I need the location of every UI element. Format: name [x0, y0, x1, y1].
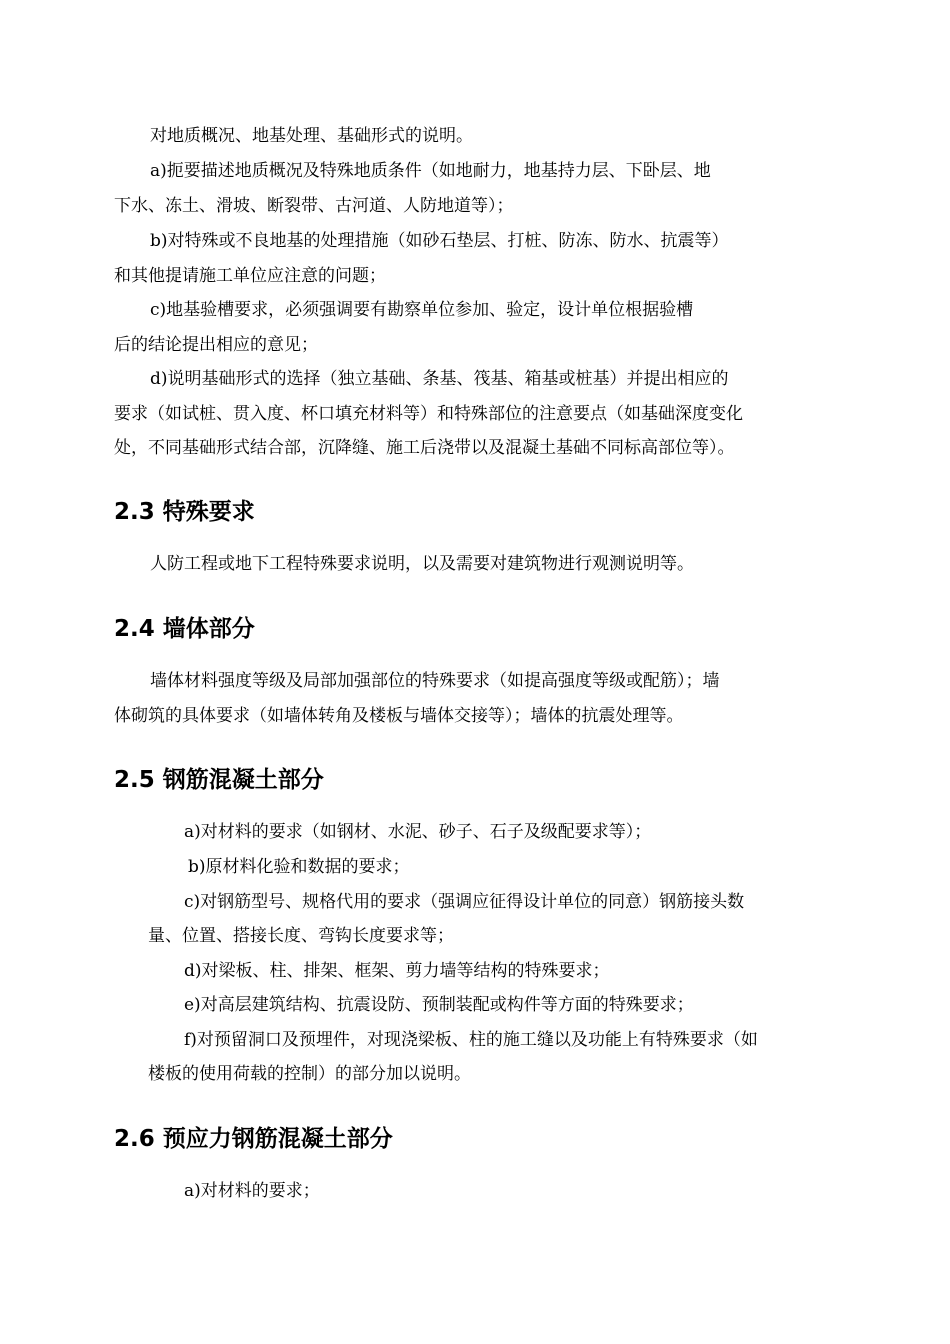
intro-item-d-line2: 要求（如试桩、贯入度、杯口填充材料等）和特殊部位的注意要点（如基础深度变化: [114, 404, 743, 424]
s25-item-e: e)对高层建筑结构、抗震设防、预制装配或构件等方面的特殊要求；: [184, 995, 694, 1015]
s26-item-a: a)对材料的要求；: [184, 1181, 320, 1201]
s25-item-a: a)对材料的要求（如钢材、水泥、砂子、石子及级配要求等）；: [184, 822, 652, 842]
s25-item-b: b)原材料化验和数据的要求；: [188, 857, 410, 877]
s24-paragraph-line2: 体砌筑的具体要求（如墙体转角及楼板与墙体交接等）；墙体的抗震处理等。: [114, 706, 684, 726]
intro-item-a-line2: 下水、冻土、滑坡、断裂带、古河道、人防地道等）；: [114, 196, 514, 216]
intro-item-d-line1: d)说明基础形式的选择（独立基础、条基、筏基、箱基或桩基）并提出相应的: [150, 369, 729, 389]
section-title: 墙体部分: [162, 616, 255, 642]
s25-item-d: d)对梁板、柱、排架、框架、剪力墙等结构的特殊要求；: [184, 961, 610, 981]
intro-item-b-line2: 和其他提请施工单位应注意的问题；: [114, 266, 386, 286]
s23-paragraph: 人防工程或地下工程特殊要求说明，以及需要对建筑物进行观测说明等。: [150, 554, 694, 574]
section-title: 特殊要求: [162, 499, 255, 525]
intro-paragraph: 对地质概况、地基处理、基础形式的说明。: [150, 126, 473, 146]
section-number: 2.4: [114, 616, 155, 642]
section-heading-2-6: [114, 1124, 393, 1154]
section-title: 预应力钢筋混凝土部分: [162, 1126, 393, 1152]
s25-item-f-line2: 楼板的使用荷载的控制）的部分加以说明。: [148, 1064, 471, 1084]
section-heading-2-3: [114, 497, 255, 527]
intro-item-d-line3: 处，不同基础形式结合部，沉降缝、施工后浇带以及混凝土基础不同标高部位等）。: [114, 438, 735, 458]
section-number: 2.3: [114, 499, 155, 525]
section-number: 2.5: [114, 767, 155, 793]
s24-paragraph-line1: 墙体材料强度等级及局部加强部位的特殊要求（如提高强度等级或配筋）；墙: [150, 671, 720, 691]
section-title: 钢筋混凝土部分: [162, 767, 324, 793]
intro-item-b-line1: b)对特殊或不良地基的处理措施（如砂石垫层、打桩、防冻、防水、抗震等）: [150, 231, 729, 251]
intro-item-a-line1: a)扼要描述地质概况及特殊地质条件（如地耐力，地基持力层、下卧层、地: [150, 161, 711, 181]
s25-item-f-line1: f)对预留洞口及预埋件，对现浇梁板、柱的施工缝以及功能上有特殊要求（如: [184, 1030, 758, 1050]
section-heading-2-5: [114, 765, 324, 795]
s25-item-c-line1: c)对钢筋型号、规格代用的要求（强调应征得设计单位的同意）钢筋接头数: [184, 892, 745, 912]
intro-item-c-line1: c)地基验槽要求，必须强调要有勘察单位参加、验定，设计单位根据验槽: [150, 300, 694, 320]
s25-item-c-line2: 量、位置、搭接长度、弯钩长度要求等；: [148, 926, 454, 946]
section-number: 2.6: [114, 1126, 155, 1152]
section-heading-2-4: [114, 614, 255, 644]
intro-item-c-line2: 后的结论提出相应的意见；: [114, 335, 318, 355]
